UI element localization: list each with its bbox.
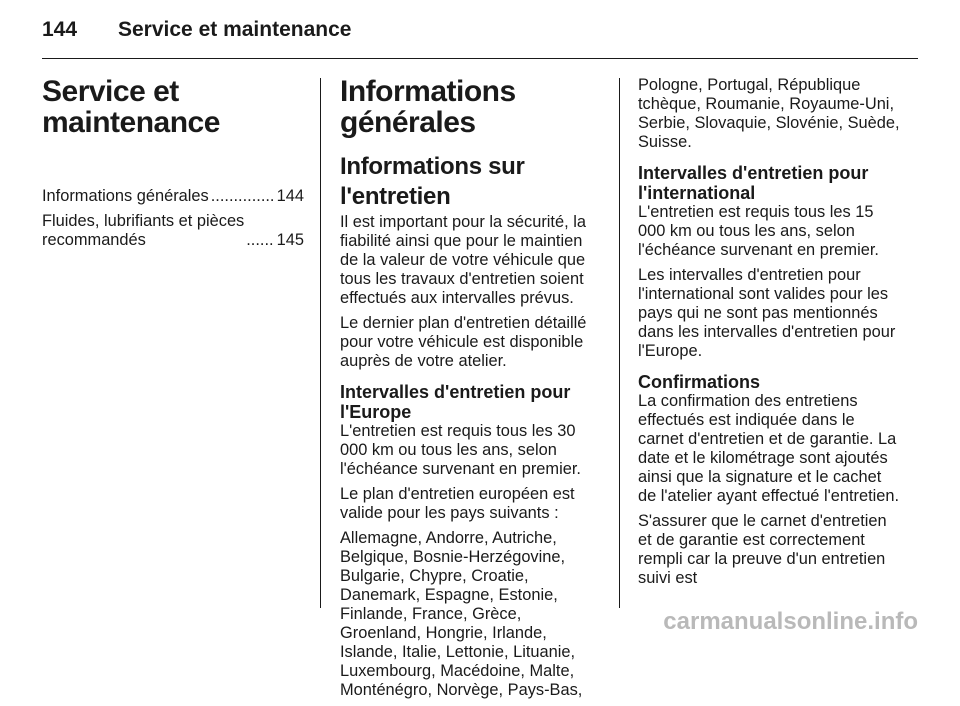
toc-leader-dots: [246, 231, 274, 250]
column-3: [638, 76, 900, 594]
column-1: [42, 76, 304, 256]
toc-leader-dots: [211, 187, 275, 206]
paragraph: La confirmation des entretiens effectués est indiquée dans le carnet d'entretien et de garantie. La date et le kilométrage sont ajoutés ainsi que la signature et le cachet de l'atelier ayant effectué l'entretien.: [638, 392, 900, 505]
watermark: carmanualsonline.info: [663, 608, 918, 635]
column-2: [340, 76, 602, 706]
paragraph: Il est important pour la sécurité, la fiabilité ainsi que pour le maintien de la valeur de votre véhicule que tous les travaux d'entretien soient effectués aux intervalles prévus.: [340, 213, 586, 307]
header-rule: [42, 58, 918, 59]
column-divider-2: [619, 78, 620, 608]
column-divider-1: [320, 78, 321, 608]
paragraph: Le plan d'entretien européen est valide pour les pays suivants :: [340, 485, 575, 522]
heading-intervals-international: Intervalles d'entretien pour l'international: [638, 163, 869, 203]
page-header: [42, 18, 351, 42]
country-list: Allemagne, Andorre, Autriche, Belgique, Bosnie-Herzégovine, Bulgarie, Chypre, Croatie, Danemark, Espagne, Estonie, Finlande, France, Grèce, Groenland, Hongrie, Irlande, Islande, Italie, Lettonie, Lituanie, Luxembourg, Macédoine, Malte, Monténégro, Norvège, Pays-Bas,: [340, 529, 583, 699]
running-title: Service et maintenance: [118, 18, 352, 41]
section-title: Informations générales: [340, 75, 516, 139]
toc-entry-page: 144: [276, 187, 304, 205]
toc-entry-page: 145: [276, 231, 304, 249]
page-number: 144: [42, 18, 78, 41]
paragraph: S'assurer que le carnet d'entretien et de garantie est correctement rempli car la preuve d'un entretien suivi est: [638, 512, 887, 587]
toc-entry[interactable]: [42, 212, 304, 250]
heading-confirmations: Confirmations: [638, 372, 761, 392]
paragraph: L'entretien est requis tous les 30 000 km ou tous les ans, selon l'échéance survenant en premier.: [340, 422, 581, 478]
paragraph: Le dernier plan d'entretien détaillé pour votre véhicule est disponible auprès de votre atelier.: [340, 314, 587, 370]
chapter-title: Service et maintenance: [42, 75, 220, 139]
toc-entry-text: Informations générales: [42, 187, 209, 205]
toc-entry-text: Fluides, lubrifiants et pièces recommandés: [42, 212, 245, 249]
toc-entry[interactable]: [42, 187, 304, 206]
heading-intervals-europe: Intervalles d'entretien pour l'Europe: [340, 382, 571, 422]
subsection-title: Informations sur l'entretien: [340, 153, 525, 210]
paragraph: Les intervalles d'entretien pour l'international sont valides pour les pays qui ne sont pas mentionnés dans les intervalles d'entretien pour l'Europe.: [638, 266, 896, 360]
paragraph: L'entretien est requis tous les 15 000 km ou tous les ans, selon l'échéance survenant en premier.: [638, 203, 879, 259]
country-list-continued: Pologne, Portugal, République tchèque, Roumanie, Royaume-Uni, Serbie, Slovaquie, Slovénie, Suède, Suisse.: [638, 76, 900, 151]
